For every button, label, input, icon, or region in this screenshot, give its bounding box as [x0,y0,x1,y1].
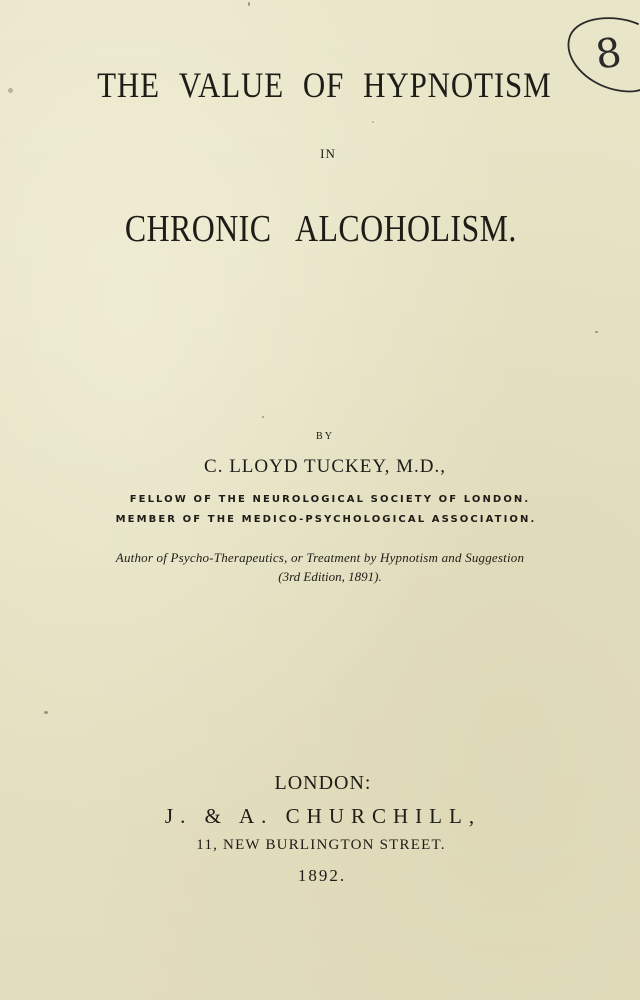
author-credential: MEMBER OF THE MEDICO-PSYCHOLOGICAL ASSOCIATION. [115,514,537,525]
title-connector: IN [320,146,336,161]
author-works-line-1: Author of Psycho-Therapeutics, or Treatment by Hypnotism and Suggestion [115,550,525,565]
title-word: OF [302,65,345,105]
author-works-line-2: (3rd Edition, 1891). [278,569,382,584]
handwritten-shelfmark [556,6,640,102]
paper-speck [262,416,264,418]
paper-speck [44,711,48,714]
title-line-1 [45,64,595,106]
shelfmark-numeral: 8 [592,29,625,79]
paper-speck [372,121,374,123]
title-word: VALUE [178,65,284,105]
title-word: HYPNOTISM [363,65,552,105]
imprint-publisher: J. & A. CHURCHILL, [164,804,482,828]
byline-by: BY [316,431,334,442]
title-word: ALCOHOLISM. [294,208,517,250]
imprint-address: 11, NEW BURLINGTON STREET. [196,837,446,853]
title-line-2 [51,207,589,251]
paper-speck [248,2,250,6]
imprint-year: 1892. [297,866,347,885]
paper-speck [595,331,598,333]
title-word: THE [97,65,160,105]
paper-speck [8,88,13,93]
author-name: C. LLOYD TUCKEY, M.D., [204,456,446,477]
title-word: CHRONIC [124,208,272,250]
author-credential: FELLOW OF THE NEUROLOGICAL SOCIETY OF LONDON. [129,494,531,505]
imprint-city: LONDON: [274,772,372,794]
